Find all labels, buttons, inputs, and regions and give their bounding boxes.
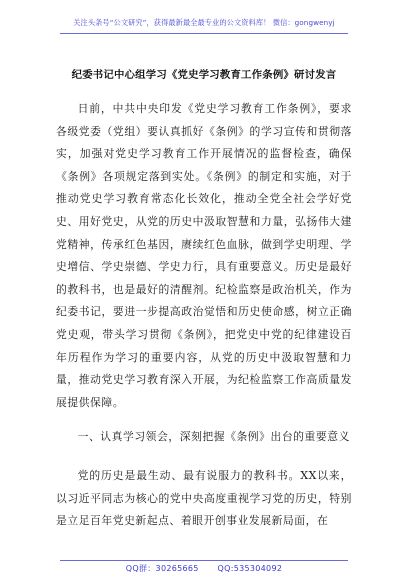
body-paragraph: 党的历史是最生动、最有说服力的教科书。XX以来，以习近平同志为核心的党中央高度重视学习党的历史，特别是立足百年党史新起点、着眼开创事业发展新局面，在 (56, 468, 352, 528)
footer-qq: QQ:535304092 (217, 564, 283, 573)
footer-divider (60, 560, 348, 561)
footer-contact (0, 563, 408, 574)
document-body (56, 98, 352, 533)
footer-qq-group: QQ群：30265665 (125, 564, 199, 573)
header-divider (60, 33, 348, 34)
header-banner: 关注头条号“公文研究”，获得最新最全最专业的公文资料库！ 微信：gongwenyj (73, 18, 335, 27)
section-heading: 一、认真学习领会，深刻把握《条例》出台的重要意义 (77, 430, 350, 444)
document-title: 纪委书记中心组学习《党史学习教育工作条例》研讨发言 (71, 69, 337, 81)
body-paragraph: 日前，中共中央印发《党史学习教育工作条例》，要求各级党委（党组）要认真抓好《条例》的学习宣传和贯彻落实，加强对党史学习教育工作开展情况的监督检查，确保《条例》各项规定落到实处。《条例》的制定和实施，对于推动党史学习教育常态化长效化，推动全党全社会学好党史、用好党史，从党的历史中汲取智慧和力量，弘扬伟大建党精神，传承红色基因，赓续红色血脉，做到学史明理、学史增信、学史崇德、学史力行，具有重要意义。历史是最好的教科书，也是最好的清醒剂。纪检监察是政治机关，作为纪委书记，要进一步提高政治觉悟和历史使命感，树立正确党史观，带头学习贯彻《条例》，把党史中党的纪律建设百年历程作为学习的重要内容，从党的历史中汲取智慧和力量，推动党史学习教育深入开展，为纪检监察工作高质量发展提供保障。 (56, 102, 352, 409)
